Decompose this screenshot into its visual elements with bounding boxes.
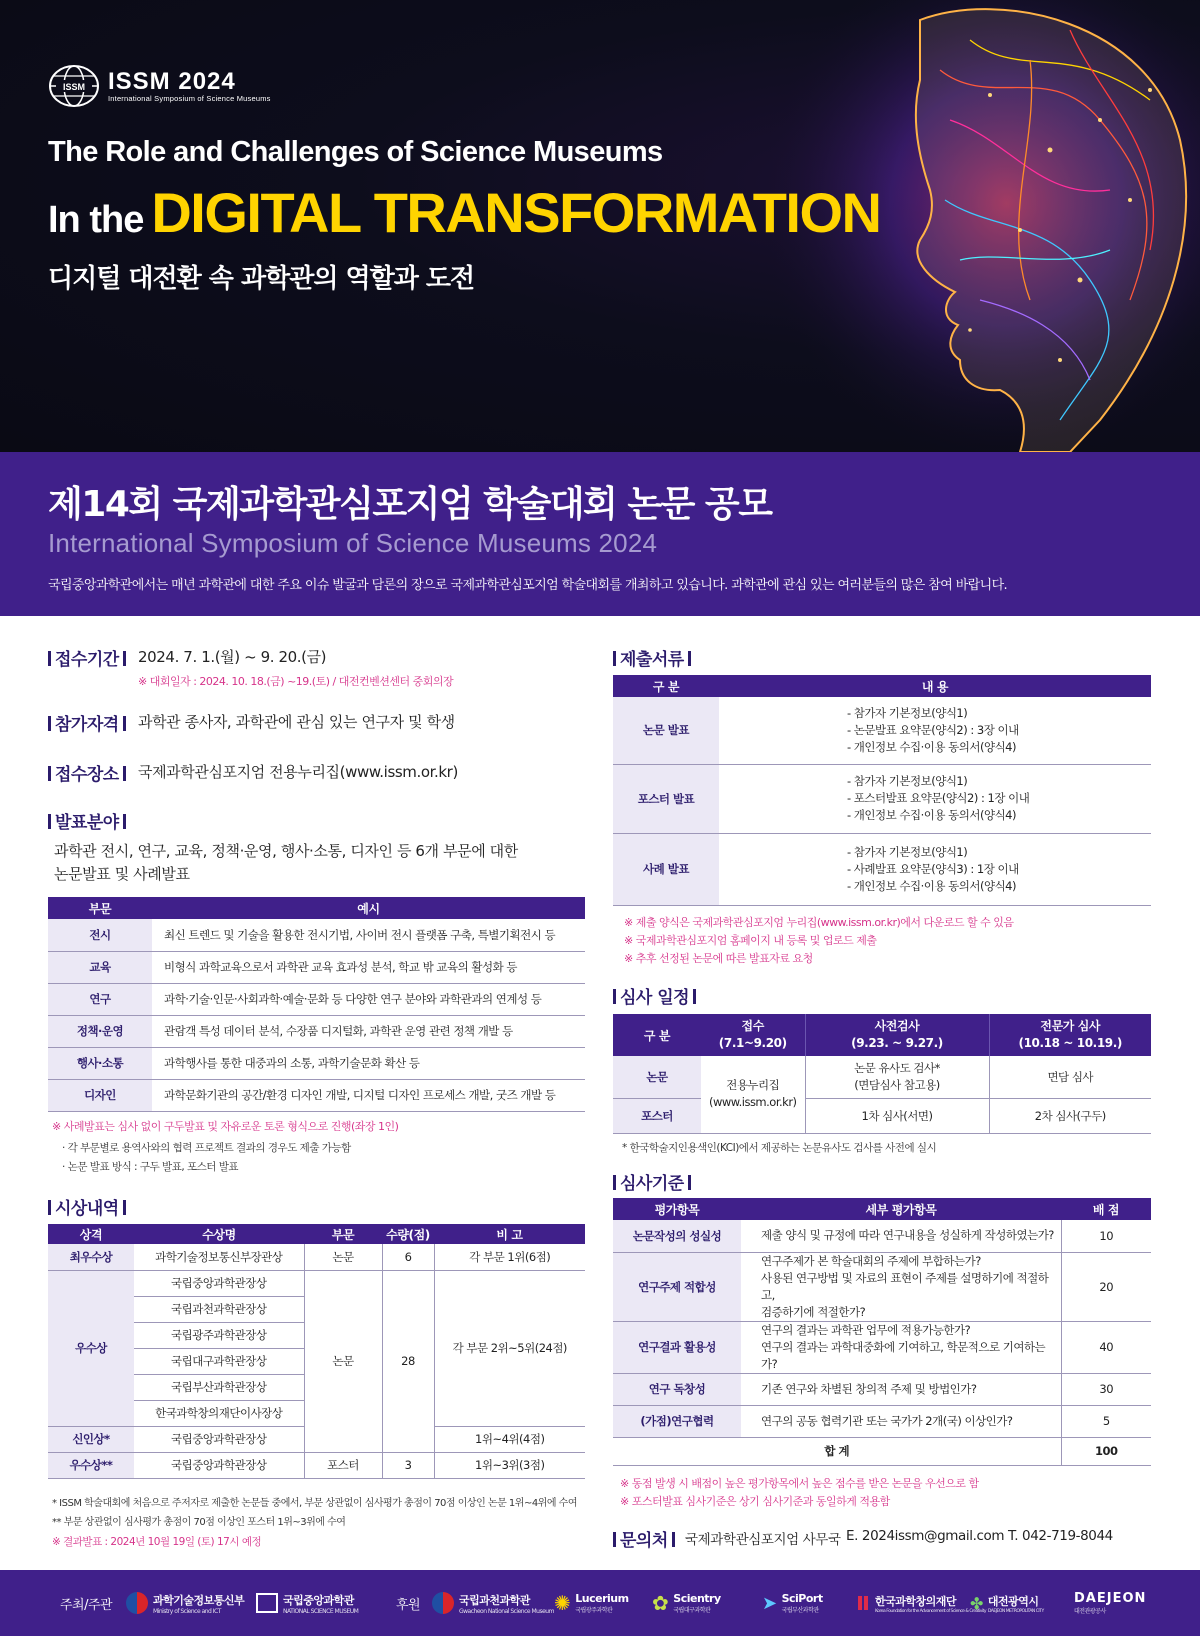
issm-logo	[48, 64, 271, 108]
awards-footnote-2: ** 부문 상관없이 심사평가 총점이 70점 이상인 포스터 1위~3위에 수여	[52, 1517, 346, 1528]
document-item: - 포스터발표 요약문(양식2) : 1장 이내	[847, 791, 1030, 805]
schedule-pre-label: 사전검사	[874, 1019, 920, 1033]
section-venue: 접수장소	[48, 760, 126, 785]
awards-header-grade: 상격	[48, 1224, 134, 1244]
logo-scientry	[652, 1570, 721, 1636]
org-sub: 국립광주과학관	[575, 1607, 613, 1614]
table-row	[613, 697, 1151, 764]
result-announcement: ※ 결과발표 : 2024년 10월 19일 (토) 17시 예정	[52, 1536, 262, 1548]
awards-header-note: 비 고	[434, 1224, 585, 1244]
awards-header-part: 부문	[304, 1224, 382, 1244]
criteria-detail-line: 검증하기에 적절한가?	[761, 1304, 866, 1319]
criteria-item: 연구 독창성	[613, 1373, 741, 1405]
fields-intro-line1: 과학관 전시, 연구, 교육, 정책·운영, 행사·소통, 디자인 등 6개 부문에 대한	[54, 842, 518, 860]
schedule-receipt-url: (www.issm.or.kr)	[708, 1095, 797, 1110]
nsm-mark-icon	[256, 1593, 278, 1613]
org-name: Scientry	[673, 1592, 721, 1605]
svg-text:ISSM: ISSM	[62, 82, 86, 92]
org-name: SciPort	[781, 1592, 823, 1605]
criteria-detail	[741, 1373, 1061, 1405]
table-row	[613, 1321, 1151, 1373]
schedule-header-receipt	[701, 1014, 805, 1056]
criteria-total-label: 합 계	[613, 1437, 1061, 1465]
award-name: 국립중앙과학관장상	[134, 1426, 304, 1452]
taegeuk-icon	[432, 1592, 454, 1614]
table-row	[48, 1270, 585, 1296]
document-item: - 개인정보 수집·이용 동의서(양식4)	[847, 739, 1016, 754]
awards-table	[48, 1224, 585, 1479]
hero-banner	[0, 0, 1200, 452]
award-note: 1위~4위(4점)	[434, 1426, 585, 1452]
criteria-note-2: ※ 포스터발표 심사기준은 상기 심사기준과 동일하게 적용함	[620, 1495, 890, 1508]
awards-header-qty: 수량(점)	[382, 1224, 434, 1244]
table-row	[613, 1252, 1151, 1321]
contact-email: E. 2024issm@gmail.com	[846, 1528, 1005, 1544]
criteria-detail	[741, 1321, 1061, 1373]
org-name: 한국과학창의재단	[875, 1594, 957, 1608]
contact-org: 국제과학관심포지엄 사무국	[685, 1532, 841, 1548]
logo-gwacheon	[432, 1570, 554, 1636]
arrow-mark-icon: ➤	[762, 1592, 777, 1614]
starburst-icon: ✺	[554, 1591, 571, 1615]
criteria-item: (가점)연구협력	[613, 1405, 741, 1437]
logo-sciport	[762, 1570, 823, 1636]
award-part: 논문	[304, 1270, 382, 1452]
footer-sponsors	[0, 1570, 1200, 1636]
document-type: 논문 발표	[613, 697, 719, 764]
host-label: 주최/주관	[60, 1597, 113, 1613]
event-date-note: ※ 대회일자 : 2024. 10. 18.(금) ~19.(토) / 대전컨벤션센터 중회의장	[138, 675, 454, 688]
criteria-item: 논문작성의 성실성	[613, 1220, 741, 1252]
logo-kofac	[858, 1570, 986, 1636]
logo-daejeon-city	[970, 1570, 1044, 1636]
field-category: 교육	[48, 951, 152, 983]
section-period: 접수기간	[48, 645, 126, 670]
documents-header-type: 구 분	[613, 675, 719, 697]
logo-nsm	[256, 1570, 358, 1636]
award-note: 1위~3위(3점)	[434, 1452, 585, 1478]
org-name: DAEJEON	[1074, 1591, 1147, 1606]
schedule-paper-pre	[805, 1056, 989, 1098]
fields-header-example: 예시	[152, 897, 585, 919]
call-description: 국립중앙과학관에서는 매년 과학관에 대한 주요 이슈 발굴과 담론의 장으로 국제과학관심포지엄 학술대회를 개최하고 있습니다. 과학관에 관심 있는 여러분들의 많은 참여 바랍니다.	[48, 578, 1008, 593]
table-row	[613, 764, 1151, 833]
table-row	[48, 1047, 585, 1079]
bars-mark-icon	[858, 1596, 870, 1610]
fields-note-1: · 각 부문별로 용역사와의 협력 프로젝트 결과의 경우도 제출 가능함	[62, 1142, 351, 1154]
fields-intro-line2: 논문발표 및 사례발표	[54, 865, 190, 883]
org-sub: DAEJEON METROPOLITAN CITY	[987, 1608, 1044, 1614]
criteria-score: 5	[1061, 1405, 1151, 1437]
case-presentation-note: ※ 사례발표는 심사 없이 구두발표 및 자유로운 토론 형식으로 진행(좌장 1인)	[52, 1120, 399, 1133]
eligibility-value: 과학관 종사자, 과학관에 관심 있는 연구자 및 학생	[138, 713, 455, 731]
field-example: 관람객 특성 데이터 분석, 수장품 디지털화, 과학관 운영 관련 정책 개발 등	[152, 1015, 585, 1047]
org-name: Lucerium	[575, 1592, 629, 1605]
schedule-poster-label: 포스터	[613, 1098, 701, 1133]
fields-header-part: 부문	[48, 897, 152, 919]
table-row	[48, 951, 585, 983]
document-item: - 사례발표 요약문(양식3) : 1장 이내	[847, 861, 1019, 876]
fields-table	[48, 897, 585, 1112]
globe-icon	[48, 64, 100, 108]
award-grade: 우수상	[48, 1270, 134, 1426]
award-grade: 신인상*	[48, 1426, 134, 1452]
section-fields: 발표분야	[48, 808, 126, 833]
award-name: 국립광주과학관장상	[134, 1322, 304, 1348]
section-documents: 제출서류	[613, 645, 691, 670]
criteria-table	[613, 1198, 1151, 1466]
criteria-score: 20	[1061, 1252, 1151, 1321]
table-row	[613, 1098, 1151, 1133]
field-category: 디자인	[48, 1079, 152, 1111]
contact-phone: T. 042-719-8044	[1008, 1528, 1113, 1544]
awards-header-name: 수상명	[134, 1224, 304, 1244]
document-item: - 참가자 기본정보(양식1)	[847, 844, 968, 859]
schedule-expert-date: (10.18 ~ 10.19.)	[1018, 1036, 1122, 1050]
org-sub: 국립부산과학관	[781, 1607, 819, 1614]
criteria-item: 연구주제 적합성	[613, 1252, 741, 1321]
logo-title: ISSM 2024	[108, 67, 236, 95]
document-items	[719, 764, 1151, 833]
hero-title-highlight: DIGITAL TRANSFORMATION	[151, 181, 881, 244]
schedule-paper-expert: 면담 심사	[989, 1056, 1151, 1098]
document-type: 포스터 발표	[613, 764, 719, 833]
criteria-header-score: 배 점	[1061, 1198, 1151, 1220]
awards-footnote-1: * ISSM 학술대회에 처음으로 주저자로 제출한 논문들 중에서, 부문 상관없이 심사평가 총점이 70점 이상인 논문 1위~4위에 수여	[52, 1498, 577, 1509]
document-item: - 논문발표 요약문(양식2) : 3장 이내	[847, 722, 1019, 737]
org-sub: 국립대구과학관	[673, 1607, 711, 1614]
hero-title-line2	[48, 180, 880, 245]
section-criteria: 심사기준	[613, 1169, 691, 1194]
documents-table	[613, 675, 1151, 906]
award-name: 한국과학창의재단이사장상	[134, 1400, 304, 1426]
sponsor-label: 후원	[396, 1597, 421, 1613]
fields-note-2: · 논문 발표 방식 : 구두 발표, 포스터 발표	[62, 1161, 239, 1173]
field-example: 과학문화기관의 공간/환경 디자인 개발, 디지털 디자인 프로세스 개발, 굿즈 개발 등	[152, 1079, 585, 1111]
document-items	[719, 833, 1151, 905]
field-category: 전시	[48, 919, 152, 951]
org-name: 대전광역시	[987, 1594, 1039, 1608]
criteria-detail-line: 제출 양식 및 규정에 따라 연구내용을 성실하게 작성하였는가?	[761, 1228, 1054, 1243]
criteria-total-row	[613, 1437, 1151, 1465]
criteria-detail-line: 연구의 결과는 과학대중화에 기여하고, 학문적으로 기여하는가?	[761, 1339, 1046, 1371]
award-grade: 최우수상	[48, 1244, 134, 1270]
table-row	[48, 1079, 585, 1111]
award-part: 포스터	[304, 1452, 382, 1478]
table-row	[48, 1244, 585, 1270]
document-item: - 참가자 기본정보(양식1)	[847, 705, 968, 720]
org-name: 국립중앙과학관	[283, 1593, 354, 1607]
city-mark-icon: ✤	[970, 1593, 983, 1613]
call-title: 제14회 국제과학관심포지엄 학술대회 논문 공모	[48, 484, 772, 525]
logo-subtitle: International Symposium of Science Museums	[108, 93, 271, 103]
award-name: 국립대구과학관장상	[134, 1348, 304, 1374]
hero-title-in: In the	[48, 199, 144, 241]
criteria-total-score: 100	[1061, 1437, 1151, 1465]
field-category: 행사·소통	[48, 1047, 152, 1079]
document-item: - 참가자 기본정보(양식1)	[847, 774, 968, 788]
schedule-receipt-site: 전용누리집	[726, 1078, 780, 1093]
field-example: 과학·기술·인문·사회과학·예술·문화 등 다양한 연구 분야와 과학관과의 연계성 등	[152, 983, 585, 1015]
hero-title-line1: The Role and Challenges of Science Museums	[48, 136, 663, 168]
criteria-note-1: ※ 동점 발생 시 배점이 높은 평가항목에서 높은 점수를 받은 논문을 우선으로 함	[620, 1477, 979, 1490]
field-example: 비형식 과학교육으로서 과학관 교육 효과성 분석, 학교 밖 교육의 활성화 등	[152, 951, 585, 983]
criteria-detail-line: 연구의 결과는 과학관 업무에 적용가능한가?	[761, 1322, 971, 1337]
award-name: 국립중앙과학관장상	[134, 1452, 304, 1478]
criteria-detail	[741, 1405, 1061, 1437]
schedule-expert-label: 전문가 심사	[1040, 1019, 1101, 1033]
org-sub: NATIONAL SCIENCE MUSEUM	[283, 1607, 359, 1615]
section-eligibility: 참가자격	[48, 710, 126, 735]
schedule-poster-pre: 1차 심사(서면)	[805, 1098, 989, 1133]
table-row	[48, 919, 585, 951]
document-item: - 개인정보 수집·이용 동의서(양식4)	[847, 808, 1016, 822]
logo-lucerium	[554, 1570, 629, 1636]
schedule-header-type: 구 분	[613, 1014, 701, 1056]
schedule-note: * 한국학술지인용색인(KCI)에서 제공하는 논문유사도 검사를 사전에 실시	[622, 1142, 937, 1154]
section-schedule: 심사 일정	[613, 983, 696, 1008]
schedule-receipt-date: (7.1~9.20)	[718, 1036, 787, 1050]
table-row	[613, 1056, 1151, 1098]
schedule-poster-expert: 2차 심사(구두)	[989, 1098, 1151, 1133]
table-row	[613, 1220, 1151, 1252]
org-name: 국립과천과학관	[459, 1593, 530, 1607]
award-qty: 28	[382, 1270, 434, 1452]
criteria-detail-line: 연구주제가 본 학술대회의 주제에 부합하는가?	[761, 1253, 981, 1268]
documents-note-3: ※ 추후 선정된 논문에 따른 발표자료 요청	[624, 952, 813, 965]
schedule-paper-pre-1: 논문 유사도 검사*	[854, 1060, 940, 1075]
award-part: 논문	[304, 1244, 382, 1270]
section-awards: 시상내역	[48, 1194, 126, 1219]
schedule-paper-pre-2: (면담심사 참고용)	[854, 1077, 940, 1092]
award-qty: 6	[382, 1244, 434, 1270]
schedule-receipt-label: 접수	[741, 1019, 764, 1033]
criteria-detail	[741, 1252, 1061, 1321]
org-sub: Korea Foundation for the Advancement of Science & Creativity	[875, 1608, 987, 1614]
org-sub: 대전관광공사	[1074, 1608, 1106, 1615]
org-name: 과학기술정보통신부	[153, 1593, 245, 1607]
flower-icon: ✿	[652, 1591, 669, 1615]
criteria-header-detail: 세부 평가항목	[741, 1198, 1061, 1220]
documents-note-1: ※ 제출 양식은 국제과학관심포지엄 누리집(www.issm.or.kr)에서 다운로드 할 수 있음	[624, 916, 1014, 929]
award-name: 국립부산과학관장상	[134, 1374, 304, 1400]
org-sub: Ministry of Science and ICT	[153, 1607, 221, 1615]
hero-title-korean: 디지털 대전환 속 과학관의 역할과 도전	[48, 264, 475, 294]
document-items	[719, 697, 1151, 764]
logo-daejeon-tourism	[1074, 1570, 1146, 1636]
criteria-detail-line: 연구의 공동 협력기관 또는 국가가 2개(국) 이상인가?	[761, 1413, 1013, 1428]
table-row	[48, 1452, 585, 1478]
award-name: 국립중앙과학관장상	[134, 1270, 304, 1296]
table-row	[613, 833, 1151, 905]
section-contact: 문의처	[613, 1526, 675, 1551]
criteria-score: 40	[1061, 1321, 1151, 1373]
schedule-paper-label: 논문	[613, 1056, 701, 1098]
field-category: 정책·운영	[48, 1015, 152, 1047]
field-category: 연구	[48, 983, 152, 1015]
table-row	[613, 1405, 1151, 1437]
field-example: 최신 트렌드 및 기술을 활용한 전시기법, 사이버 전시 플랫폼 구축, 특별기획전시 등	[152, 919, 585, 951]
documents-header-content: 내 용	[719, 675, 1151, 697]
criteria-item: 연구결과 활용성	[613, 1321, 741, 1373]
table-row	[48, 983, 585, 1015]
criteria-detail	[741, 1220, 1061, 1252]
award-qty: 3	[382, 1452, 434, 1478]
logo-msit	[126, 1570, 244, 1636]
award-grade: 우수상**	[48, 1452, 134, 1478]
award-note: 각 부문 1위(6점)	[434, 1244, 585, 1270]
schedule-header-pre	[805, 1014, 989, 1056]
criteria-detail-line: 사용된 연구방법 및 자료의 표현이 주제를 설명하기에 적절하고,	[761, 1270, 1049, 1302]
document-item: - 개인정보 수집·이용 동의서(양식4)	[847, 878, 1016, 893]
criteria-score: 10	[1061, 1220, 1151, 1252]
award-name: 과학기술정보통신부장관상	[134, 1244, 304, 1270]
table-row	[48, 1015, 585, 1047]
call-subtitle-english: International Symposium of Science Museums 2024	[48, 528, 658, 558]
venue-value: 국제과학관심포지엄 전용누리집(www.issm.or.kr)	[138, 763, 458, 781]
criteria-detail-line: 기존 연구와 차별된 창의적 주제 및 방법인가?	[761, 1381, 977, 1396]
taegeuk-icon	[126, 1592, 148, 1614]
period-value: 2024. 7. 1.(월) ~ 9. 20.(금)	[138, 648, 327, 666]
criteria-score: 30	[1061, 1373, 1151, 1405]
award-name: 국립과천과학관장상	[134, 1296, 304, 1322]
table-row	[613, 1373, 1151, 1405]
schedule-table	[613, 1014, 1151, 1134]
field-example: 과학행사를 통한 대중과의 소통, 과학기술문화 확산 등	[152, 1047, 585, 1079]
award-note: 각 부문 2위~5위(24점)	[434, 1270, 585, 1426]
criteria-header-item: 평가항목	[613, 1198, 741, 1220]
schedule-header-expert	[989, 1014, 1151, 1056]
org-sub: Gwacheon National Science Museum	[459, 1607, 554, 1615]
schedule-pre-date: (9.23. ~ 9.27.)	[851, 1036, 943, 1050]
schedule-receipt-cell	[701, 1056, 805, 1133]
call-for-papers-band	[0, 452, 1200, 616]
documents-note-2: ※ 국제과학관심포지엄 홈페이지 내 등록 및 업로드 제출	[624, 934, 877, 947]
document-type: 사례 발표	[613, 833, 719, 905]
